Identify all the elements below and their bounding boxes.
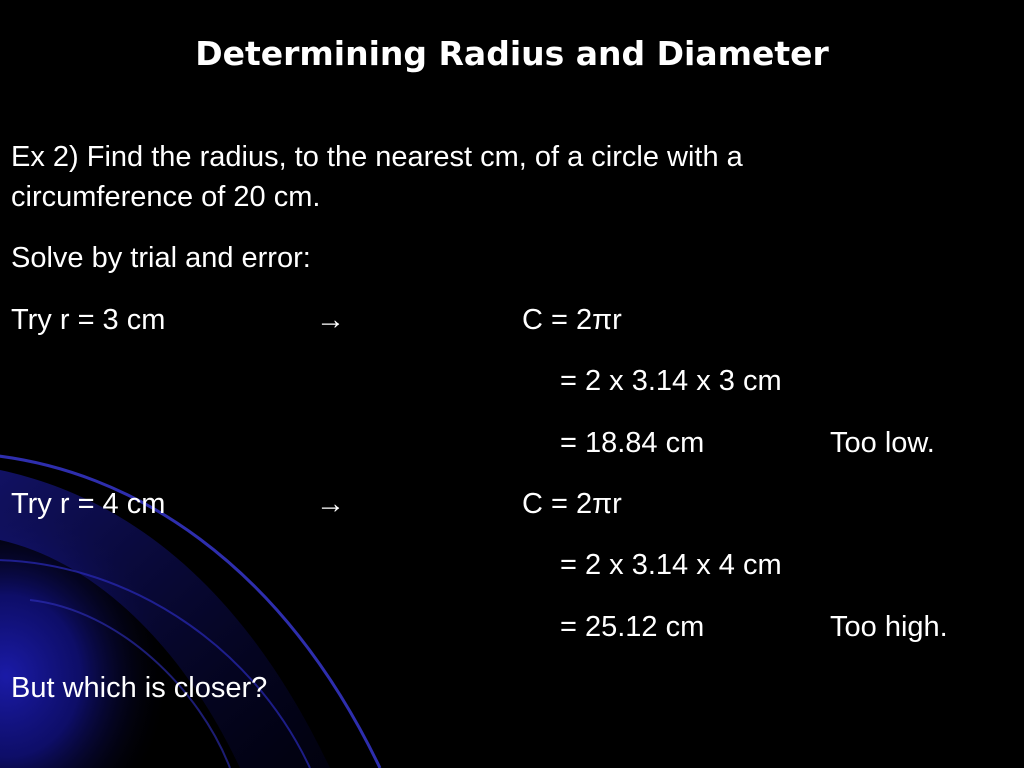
trial1-label: Try r = 3 cm	[11, 304, 166, 336]
trial1-step2: = 18.84 cm	[560, 427, 705, 459]
problem-line-2: circumference of 20 cm.	[11, 181, 321, 213]
trial1-verdict: Too low.	[830, 427, 935, 459]
trial1-step1: = 2 x 3.14 x 3 cm	[560, 365, 782, 397]
problem-line-1: Ex 2) Find the radius, to the nearest cm, of a circle with a	[11, 141, 743, 173]
trial2-step1: = 2 x 3.14 x 4 cm	[560, 549, 782, 581]
trial1-formula: C = 2πr	[522, 304, 622, 336]
method-line: Solve by trial and error:	[11, 242, 311, 274]
trial2-step2: = 25.12 cm	[560, 611, 705, 643]
trial2-arrow-icon: →	[316, 488, 345, 520]
trial1-arrow-icon: →	[316, 304, 345, 336]
trial2-label: Try r = 4 cm	[11, 488, 166, 520]
closing-question: But which is closer?	[11, 672, 268, 704]
trial2-formula: C = 2πr	[522, 488, 622, 520]
trial2-verdict: Too high.	[830, 611, 948, 643]
slide-title: Determining Radius and Diameter	[195, 34, 829, 73]
